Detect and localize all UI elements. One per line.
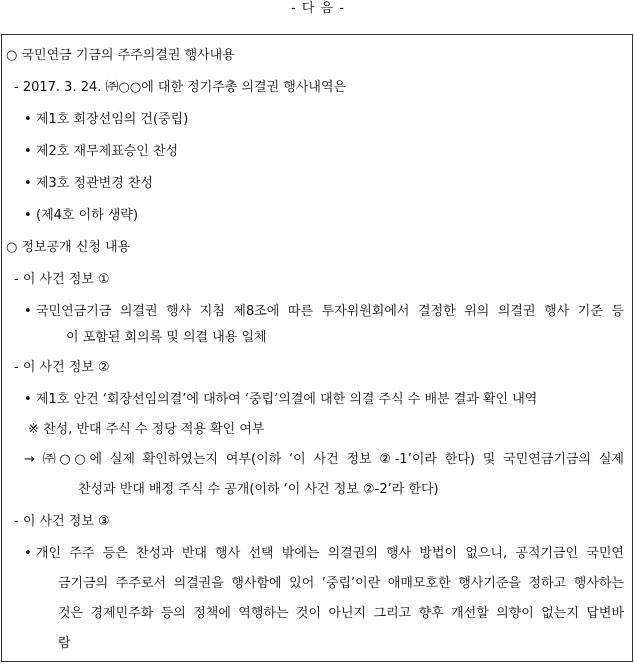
bullet-icon: • <box>24 176 32 191</box>
note-line: ※ 찬성, 반대 주식 수 정당 적용 확인 여부 <box>28 422 265 437</box>
list-item-continuation: 람 <box>58 636 71 651</box>
list-item: • 제2호 재무제표승인 찬성 <box>24 144 179 159</box>
list-item: • 개인 주주 등은 찬성과 반대 행사 선택 밖에는 의결권의 행사 방법이 없으니, 공적기금인 국민연 <box>24 546 624 561</box>
section-title-exercise: ○ 국민연금 기금의 주주의결권 행사내용 <box>6 48 235 63</box>
section-title-request: ○ 정보공개 신청 내용 <box>6 240 131 255</box>
list-item-continuation: 것은 경제민주화 등의 정책에 역행하는 것이 아닌지 그리고 향후 개선할 의향이 없는지 답변바 <box>58 606 624 621</box>
page-heading: - 다 음 - <box>291 1 345 16</box>
info-1-title: - 이 사건 정보 ① <box>14 272 110 287</box>
bullet-icon: • <box>24 304 32 319</box>
arrow-line: → ㈜○○에 실제 확인하였는지 여부(이하 ‘이 사건 정보 ②-1’이라 한다) 및 국민연금기금의 실제 <box>24 452 624 467</box>
bullet-icon: • <box>24 112 32 127</box>
list-item-continuation: 금기금의 주주로서 의결권을 행사함에 있어 ‘중립’이란 애매모호한 행사기준을 정하고 행사하는 <box>58 576 624 591</box>
list-item-continuation: 이 포함된 회의록 및 의결 내용 일체 <box>66 330 267 345</box>
info-3-title: - 이 사건 정보 ③ <box>14 514 110 529</box>
list-item: • 국민연금기금 의결권 행사 지침 제8조에 따른 투자위원회에서 결정한 위의 의결권 행사 기준 등 <box>24 304 624 319</box>
info-2-title: - 이 사건 정보 ② <box>14 360 110 375</box>
list-item: • 제1호 안건 ‘회장선임의결’에 대하여 ‘중립’의결에 대한 의결 주식 수 배분 결과 확인 내역 <box>24 392 538 407</box>
list-item: • 제3호 정관변경 찬성 <box>24 176 153 191</box>
bullet-icon: • <box>24 392 32 407</box>
content-box <box>1 34 633 662</box>
list-item: • (제4호 이하 생략) <box>24 208 139 223</box>
bullet-icon: • <box>24 144 32 159</box>
arrow-line-continuation: 찬성과 반대 배정 주식 수 공개(이하 ‘이 사건 정보 ②-2’라 한다) <box>78 482 439 497</box>
bullet-icon: • <box>24 208 32 223</box>
bullet-icon: • <box>24 546 32 561</box>
exercise-summary: - 2017. 3. 24. ㈜○○에 대한 정기주총 의결권 행사내역은 <box>14 80 347 95</box>
list-item: • 제1호 회장선임의 건(중립) <box>24 112 189 127</box>
